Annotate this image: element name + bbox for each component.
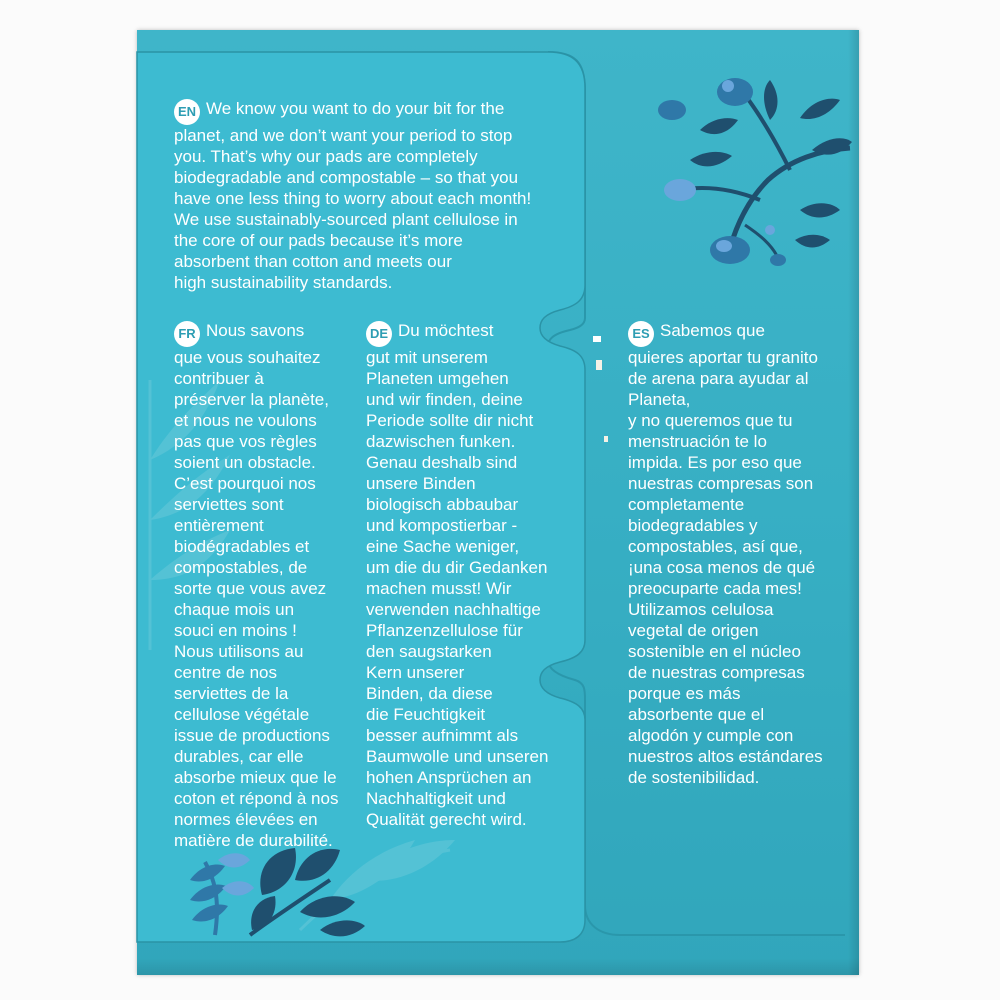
text-spanish: [628, 320, 843, 788]
language-badge-es: ES: [628, 321, 654, 347]
text-french: [174, 320, 359, 851]
language-badge-fr: FR: [174, 321, 200, 347]
text-spanish-body: Sabemos que quieres aportar tu granito de arena para ayudar al Planeta, y no queremos que tu menstruación te lo impida. Es por eso que nuestras compresas son completamente biodegradables y compostables, así que, ¡una cosa menos de qué preocuparte cada mes! Utilizamos celulosa vegetal de origen sostenible en el núcleo de nuestras compresas porque es más absorbente que el algodón y cumple con nuestros altos estándares de sostenibilidad.: [628, 321, 823, 787]
language-badge-en: EN: [174, 99, 200, 125]
sticker-fragment: [596, 360, 602, 370]
text-english: [174, 98, 574, 293]
text-german-body: Du möchtest gut mit unserem Planeten umgehen und wir finden, deine Periode sollte dir nicht dazwischen funken. Genau deshalb sind unsere Binden biologisch abbaubar und kompostierbar - eine Sache weniger, um die du dir Gedanken machen musst! Wir verwenden nachhaltige Pflanzenzellulose für den saugstarken Kern unserer Binden, da diese die Feuchtigkeit besser aufnimmt als Baumwolle und unseren hohen Ansprüchen an Nachhaltigkeit und Qualität gerecht wird.: [366, 321, 549, 829]
language-badge-de: DE: [366, 321, 392, 347]
text-french-body: Nous savons que vous souhaitez contribuer à préserver la planète, et nous ne voulons pas que vos règles soient un obstacle. C’est pourquoi nos serviettes sont entièrement biodégradables et compostables, de sorte que vous avez chaque mois un souci en moins ! Nous utilisons au centre de nos serviettes de la cellulose végétale issue de productions durables, car elle absorbe mieux que le coton et répond à nos normes élevées en matière de durabilité.: [174, 321, 339, 850]
sticker-fragment: [593, 336, 601, 342]
floral-sprig-top-right: [658, 78, 852, 266]
text-english-body: We know you want to do your bit for the planet, and we don’t want your period to stop you. That’s why our pads are completely biodegradable and compostable – so that you have one less thing to worry about each month! We use sustainably-sourced plant cellulose in the core of our pads because it’s more absorbent than cotton and meets our high sustainability standards.: [174, 99, 532, 292]
sticker-fragment: [604, 436, 608, 442]
text-german: [366, 320, 556, 830]
